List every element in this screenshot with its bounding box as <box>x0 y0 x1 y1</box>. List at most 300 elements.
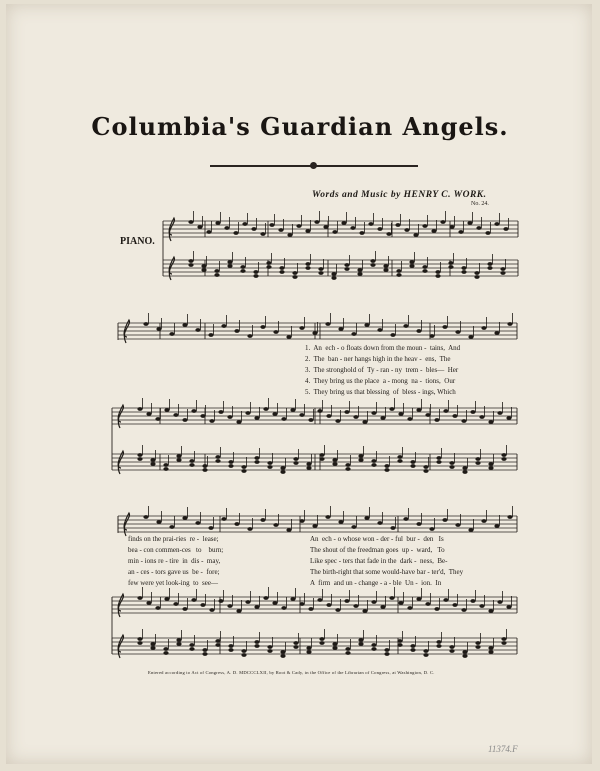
note-head <box>500 267 505 271</box>
verse-line: An ech - o whose won - der - ful bur - den Is <box>310 535 444 543</box>
note-head <box>364 323 369 327</box>
note-head <box>241 653 246 657</box>
catalog-number: 11374.F <box>488 744 518 754</box>
note-head <box>267 461 272 465</box>
note-head <box>335 419 340 423</box>
verse-lyrics-block-1 <box>305 343 460 398</box>
note-head <box>404 228 409 232</box>
note-head <box>233 231 238 235</box>
note-head <box>209 419 214 423</box>
note-head <box>280 654 285 658</box>
note-head <box>306 650 311 654</box>
note-head <box>488 646 493 650</box>
verse-line: 5. They bring us that blessing of bless - ings, Which <box>305 388 456 396</box>
note-head <box>407 606 412 610</box>
note-head <box>305 229 310 233</box>
note-head <box>507 322 512 326</box>
clef-icon <box>169 257 174 280</box>
note-head <box>332 458 337 462</box>
note-head <box>156 327 161 331</box>
copyright-notice: Entered according to Act of Congress, A. D. MDCCCLXII, by Root & Cady, in the Office of the Librarian of Congress, at Washington, D. C. <box>148 670 435 675</box>
note-head <box>461 419 466 423</box>
note-head <box>195 521 200 525</box>
note-head <box>455 330 460 334</box>
verse-line: Like spec - ters that fade in the dark - ness, Be- <box>310 557 448 565</box>
note-head <box>461 270 466 274</box>
note-head <box>351 525 356 529</box>
note-head <box>197 225 202 229</box>
note-head <box>461 608 466 612</box>
note-head <box>422 224 427 228</box>
note-head <box>326 414 331 418</box>
note-head <box>326 603 331 607</box>
note-head <box>413 233 418 237</box>
note-head <box>410 464 415 468</box>
note-head <box>191 598 196 602</box>
note-head <box>345 467 350 471</box>
note-head <box>345 647 350 651</box>
note-head <box>253 270 258 274</box>
note-head <box>176 642 181 646</box>
note-head <box>488 462 493 466</box>
note-head <box>443 409 448 413</box>
note-head <box>215 639 220 643</box>
note-head <box>137 641 142 645</box>
note-head <box>332 462 337 466</box>
note-head <box>362 609 367 613</box>
note-head <box>209 608 214 612</box>
note-head <box>371 463 376 467</box>
verse-lyrics-block-2a <box>128 534 223 589</box>
note-head <box>188 259 193 263</box>
note-head <box>202 468 207 472</box>
note-head <box>182 516 187 520</box>
clef-icon <box>118 594 123 617</box>
note-head <box>155 606 160 610</box>
note-head <box>494 222 499 226</box>
note-head <box>176 458 181 462</box>
note-head <box>260 518 265 522</box>
note-head <box>218 410 223 414</box>
note-head <box>208 333 213 337</box>
note-head <box>359 231 364 235</box>
verse-line: bea - con commen-ces to burn; <box>128 546 224 554</box>
note-head <box>247 527 252 531</box>
note-head <box>280 466 285 470</box>
note-head <box>448 261 453 265</box>
note-head <box>501 457 506 461</box>
verse-line: an - ces - tors gave us be - fore; <box>128 568 220 576</box>
note-head <box>234 329 239 333</box>
note-head <box>344 267 349 271</box>
note-head <box>458 230 463 234</box>
note-head <box>279 270 284 274</box>
note-head <box>150 462 155 466</box>
note-head <box>389 596 394 600</box>
note-head <box>370 263 375 267</box>
plate-number: No. 24. <box>471 201 489 207</box>
note-head <box>476 226 481 230</box>
song-title: Columbia's Guardian Angels. <box>91 112 509 141</box>
note-head <box>403 324 408 328</box>
note-head <box>164 597 169 601</box>
note-head <box>293 641 298 645</box>
note-head <box>137 596 142 600</box>
note-head <box>292 271 297 275</box>
note-head <box>227 260 232 264</box>
note-head <box>331 276 336 280</box>
note-head <box>254 605 259 609</box>
note-head <box>396 273 401 277</box>
note-head <box>279 266 284 270</box>
note-head <box>156 520 161 524</box>
note-head <box>470 410 475 414</box>
note-head <box>319 453 324 457</box>
note-head <box>423 649 428 653</box>
note-head <box>155 417 160 421</box>
note-head <box>368 222 373 226</box>
note-head <box>241 465 246 469</box>
note-head <box>390 526 395 530</box>
note-head <box>434 418 439 422</box>
note-head <box>442 518 447 522</box>
note-head <box>163 463 168 467</box>
note-head <box>318 271 323 275</box>
note-head <box>442 325 447 329</box>
note-head <box>479 604 484 608</box>
note-head <box>409 260 414 264</box>
note-head <box>500 271 505 275</box>
note-head <box>384 652 389 656</box>
note-head <box>312 331 317 335</box>
note-head <box>494 524 499 528</box>
note-head <box>319 457 324 461</box>
note-head <box>163 651 168 655</box>
note-head <box>436 456 441 460</box>
note-head <box>150 458 155 462</box>
note-head <box>173 602 178 606</box>
note-head <box>176 454 181 458</box>
note-head <box>272 601 277 605</box>
clef-icon <box>118 451 123 474</box>
note-head <box>241 649 246 653</box>
clef-icon <box>118 635 123 658</box>
note-head <box>452 603 457 607</box>
note-head <box>241 469 246 473</box>
note-head <box>202 648 207 652</box>
note-head <box>497 600 502 604</box>
note-head <box>242 222 247 226</box>
note-head <box>395 223 400 227</box>
note-head <box>137 453 142 457</box>
note-head <box>308 418 313 422</box>
note-head <box>488 609 493 613</box>
verse-line: finds on the prai-ries re - lease; <box>128 535 219 543</box>
note-head <box>214 273 219 277</box>
note-head <box>312 524 317 528</box>
note-head <box>208 526 213 530</box>
note-head <box>263 596 268 600</box>
note-head <box>416 408 421 412</box>
note-head <box>380 605 385 609</box>
note-head <box>494 331 499 335</box>
note-head <box>273 523 278 527</box>
note-head <box>397 639 402 643</box>
note-head <box>325 515 330 519</box>
note-head <box>281 417 286 421</box>
note-head <box>299 602 304 606</box>
note-head <box>200 603 205 607</box>
note-head <box>436 640 441 644</box>
note-head <box>215 221 220 225</box>
note-head <box>254 456 259 460</box>
note-head <box>214 269 219 273</box>
note-head <box>345 463 350 467</box>
note-head <box>436 460 441 464</box>
staff-lines <box>112 221 518 654</box>
note-head <box>389 407 394 411</box>
note-head <box>506 605 511 609</box>
note-head <box>350 226 355 230</box>
note-head <box>416 329 421 333</box>
note-head <box>351 332 356 336</box>
note-head <box>228 644 233 648</box>
note-head <box>440 220 445 224</box>
note-head <box>462 654 467 658</box>
note-head <box>245 411 250 415</box>
note-head <box>189 643 194 647</box>
note-head <box>488 420 493 424</box>
note-head <box>501 453 506 457</box>
note-head <box>305 262 310 266</box>
note-head <box>137 457 142 461</box>
verse-line: 4. They bring us the place a - mong na - tions, Our <box>305 377 456 385</box>
note-head <box>331 272 336 276</box>
note-head <box>200 414 205 418</box>
note-head <box>228 460 233 464</box>
note-head <box>370 259 375 263</box>
note-head <box>501 641 506 645</box>
note-head <box>397 643 402 647</box>
note-head <box>501 637 506 641</box>
note-head <box>266 261 271 265</box>
note-head <box>383 264 388 268</box>
note-head <box>462 470 467 474</box>
note-head <box>497 411 502 415</box>
note-head <box>317 598 322 602</box>
note-head <box>358 454 363 458</box>
note-head <box>338 327 343 331</box>
note-head <box>468 335 473 339</box>
note-head <box>475 457 480 461</box>
clef-icon <box>118 405 123 428</box>
note-head <box>143 322 148 326</box>
note-head <box>398 601 403 605</box>
note-head <box>176 638 181 642</box>
note-head <box>188 263 193 267</box>
note-head <box>474 275 479 279</box>
note-head <box>325 322 330 326</box>
note-head <box>224 226 229 230</box>
note-head <box>263 407 268 411</box>
note-head <box>358 638 363 642</box>
note-head <box>221 517 226 521</box>
verse-line: 2. The ban - ner hangs high in the heav - ens, The <box>305 355 451 363</box>
note-head <box>422 269 427 273</box>
note-head <box>169 525 174 529</box>
bar-lines <box>112 221 518 654</box>
note-head <box>266 265 271 269</box>
note-head <box>189 463 194 467</box>
note-head <box>353 415 358 419</box>
note-head <box>319 641 324 645</box>
note-head <box>227 264 232 268</box>
note-head <box>286 335 291 339</box>
note-head <box>221 324 226 328</box>
note-head <box>488 650 493 654</box>
note-head <box>332 230 337 234</box>
note-head <box>236 420 241 424</box>
note-head <box>173 413 178 417</box>
note-head <box>377 328 382 332</box>
note-head <box>425 602 430 606</box>
note-head <box>267 465 272 469</box>
note-head <box>423 653 428 657</box>
note-head <box>150 646 155 650</box>
note-head <box>240 269 245 273</box>
note-head <box>462 650 467 654</box>
note-head <box>353 604 358 608</box>
note-head <box>253 274 258 278</box>
note-head <box>429 527 434 531</box>
note-head <box>487 262 492 266</box>
note-head <box>371 643 376 647</box>
note-head <box>474 271 479 275</box>
note-head <box>234 522 239 526</box>
note-head <box>227 604 232 608</box>
note-head <box>290 408 295 412</box>
note-head <box>164 408 169 412</box>
note-head <box>435 274 440 278</box>
note-head <box>341 221 346 225</box>
note-head <box>280 470 285 474</box>
note-head <box>215 459 220 463</box>
note-head <box>287 233 292 237</box>
note-head <box>479 415 484 419</box>
note-head <box>240 265 245 269</box>
note-head <box>449 225 454 229</box>
note-head <box>267 645 272 649</box>
note-head <box>344 263 349 267</box>
note-head <box>475 461 480 465</box>
note-head <box>371 459 376 463</box>
note-head <box>431 229 436 233</box>
note-head <box>344 599 349 603</box>
note-head <box>416 522 421 526</box>
note-head <box>423 465 428 469</box>
note-head <box>201 264 206 268</box>
note-head <box>364 516 369 520</box>
note-head <box>386 232 391 236</box>
note-head <box>449 465 454 469</box>
note-head <box>371 411 376 415</box>
note-head <box>306 646 311 650</box>
note-head <box>377 521 382 525</box>
note-head <box>163 647 168 651</box>
note-head <box>299 326 304 330</box>
note-head <box>371 600 376 604</box>
note-head <box>306 462 311 466</box>
note-head <box>452 414 457 418</box>
note-head <box>435 270 440 274</box>
note-head <box>455 523 460 527</box>
note-head <box>416 597 421 601</box>
note-head <box>344 410 349 414</box>
note-head <box>443 598 448 602</box>
note-head <box>396 269 401 273</box>
note-head <box>314 220 319 224</box>
note-head <box>503 227 508 231</box>
note-head <box>251 227 256 231</box>
note-head <box>397 455 402 459</box>
note-head <box>410 460 415 464</box>
note-head <box>202 464 207 468</box>
note-head <box>384 648 389 652</box>
note-head <box>260 325 265 329</box>
note-head <box>425 413 430 417</box>
note-head <box>470 599 475 603</box>
note-head <box>358 458 363 462</box>
note-head <box>215 455 220 459</box>
note-head <box>462 466 467 470</box>
note-head <box>189 647 194 651</box>
note-head <box>481 519 486 523</box>
verse-lyrics-block-2b <box>310 534 463 589</box>
note-head <box>380 416 385 420</box>
note-head <box>338 520 343 524</box>
note-head <box>390 333 395 337</box>
note-head <box>247 334 252 338</box>
note-head <box>195 328 200 332</box>
note-head <box>481 326 486 330</box>
verse-line: A firm and un - change - a - ble Un - ion. In <box>310 579 442 587</box>
note-head <box>403 517 408 521</box>
note-head <box>306 466 311 470</box>
note-head <box>429 334 434 338</box>
note-head <box>422 265 427 269</box>
clef-signs <box>118 218 174 658</box>
note-head <box>281 606 286 610</box>
note-head <box>384 468 389 472</box>
note-head <box>269 223 274 227</box>
note-head <box>254 644 259 648</box>
verse-line: 3. The stronghold of Ty - ran - ny trem - bles— Her <box>305 366 459 374</box>
verse-line: few were yet look-ing to see— <box>128 579 218 587</box>
note-head <box>278 228 283 232</box>
note-head <box>299 413 304 417</box>
note-head <box>485 231 490 235</box>
note-head <box>506 416 511 420</box>
note-head <box>280 650 285 654</box>
note-head <box>318 267 323 271</box>
note-head <box>267 649 272 653</box>
note-head <box>345 651 350 655</box>
note-head <box>461 266 466 270</box>
note-head <box>398 412 403 416</box>
note-head <box>137 637 142 641</box>
note-head <box>137 407 142 411</box>
note-head <box>357 272 362 276</box>
